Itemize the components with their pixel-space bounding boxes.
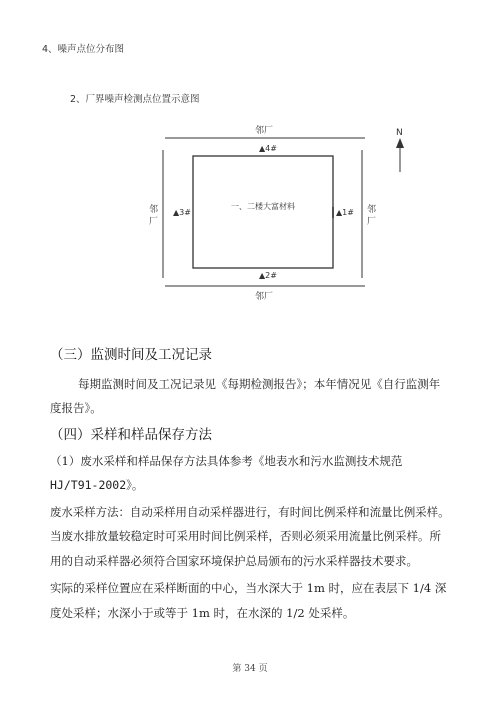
section-3-line-2: 度报告》。 bbox=[50, 401, 102, 415]
section-4-line-2: HJ/T91-2002》。 bbox=[50, 478, 144, 492]
section-4-line-6: 实际的采样位置应在采样断面的中心，当水深大于 1m 时，应在表层下 1/4 深 bbox=[50, 581, 447, 595]
point-2-label: ▲2# bbox=[259, 271, 277, 280]
section-4-line-5: 用的自动采样器必须符合国家环境保护总局颁布的污水采样器技术要求。 bbox=[50, 554, 418, 568]
neighbor-factory-left-1: 邻 bbox=[149, 205, 159, 215]
neighbor-factory-top: 邻厂 bbox=[255, 126, 274, 136]
building-name: 一、二楼大富材料 bbox=[231, 202, 295, 211]
page-number: 第 34 页 bbox=[232, 664, 268, 674]
neighbor-factory-right-1: 邻 bbox=[367, 205, 377, 215]
section-heading-noise-map: 4、噪声点位分布图 bbox=[42, 44, 125, 55]
neighbor-factory-left-2: 厂 bbox=[149, 217, 159, 227]
north-label: N bbox=[396, 128, 403, 138]
neighbor-factory-right-2: 厂 bbox=[367, 217, 377, 227]
point-3-label: ▲3# bbox=[173, 208, 191, 217]
section-4-line-4: 当废水排放量较稳定时可采用时间比例采样，否则必须采用流量比例采样。所 bbox=[50, 529, 441, 543]
noise-monitoring-diagram bbox=[0, 0, 500, 320]
section-4-title: （四）采样和样品保存方法 bbox=[50, 427, 212, 443]
section-3-title: （三）监测时间及工况记录 bbox=[50, 347, 212, 363]
neighbor-factory-bottom: 邻厂 bbox=[255, 292, 274, 302]
section-4-line-7: 度处采样；水深小于或等于 1m 时，在水深的 1/2 处采样。 bbox=[50, 606, 355, 620]
section-4-line-3: 废水采样方法：自动采样用自动采样器进行，有时间比例采样和流量比例采样。 bbox=[50, 505, 450, 519]
north-arrow-icon bbox=[396, 138, 404, 148]
section-4-line-1: （1）废水采样和样品保存方法具体参考《地表水和污水监测技术规范 bbox=[50, 454, 403, 468]
factory-building bbox=[193, 156, 333, 268]
point-4-label: ▲4# bbox=[259, 144, 277, 153]
section-3-line-1: 每期监测时间及工况记录见《每期检测报告》；本年情况见《自行监测年 bbox=[78, 377, 441, 391]
diagram-caption: 2、厂界噪声检测点位置示意图 bbox=[70, 94, 200, 105]
point-1-label: ▲1# bbox=[336, 208, 354, 217]
